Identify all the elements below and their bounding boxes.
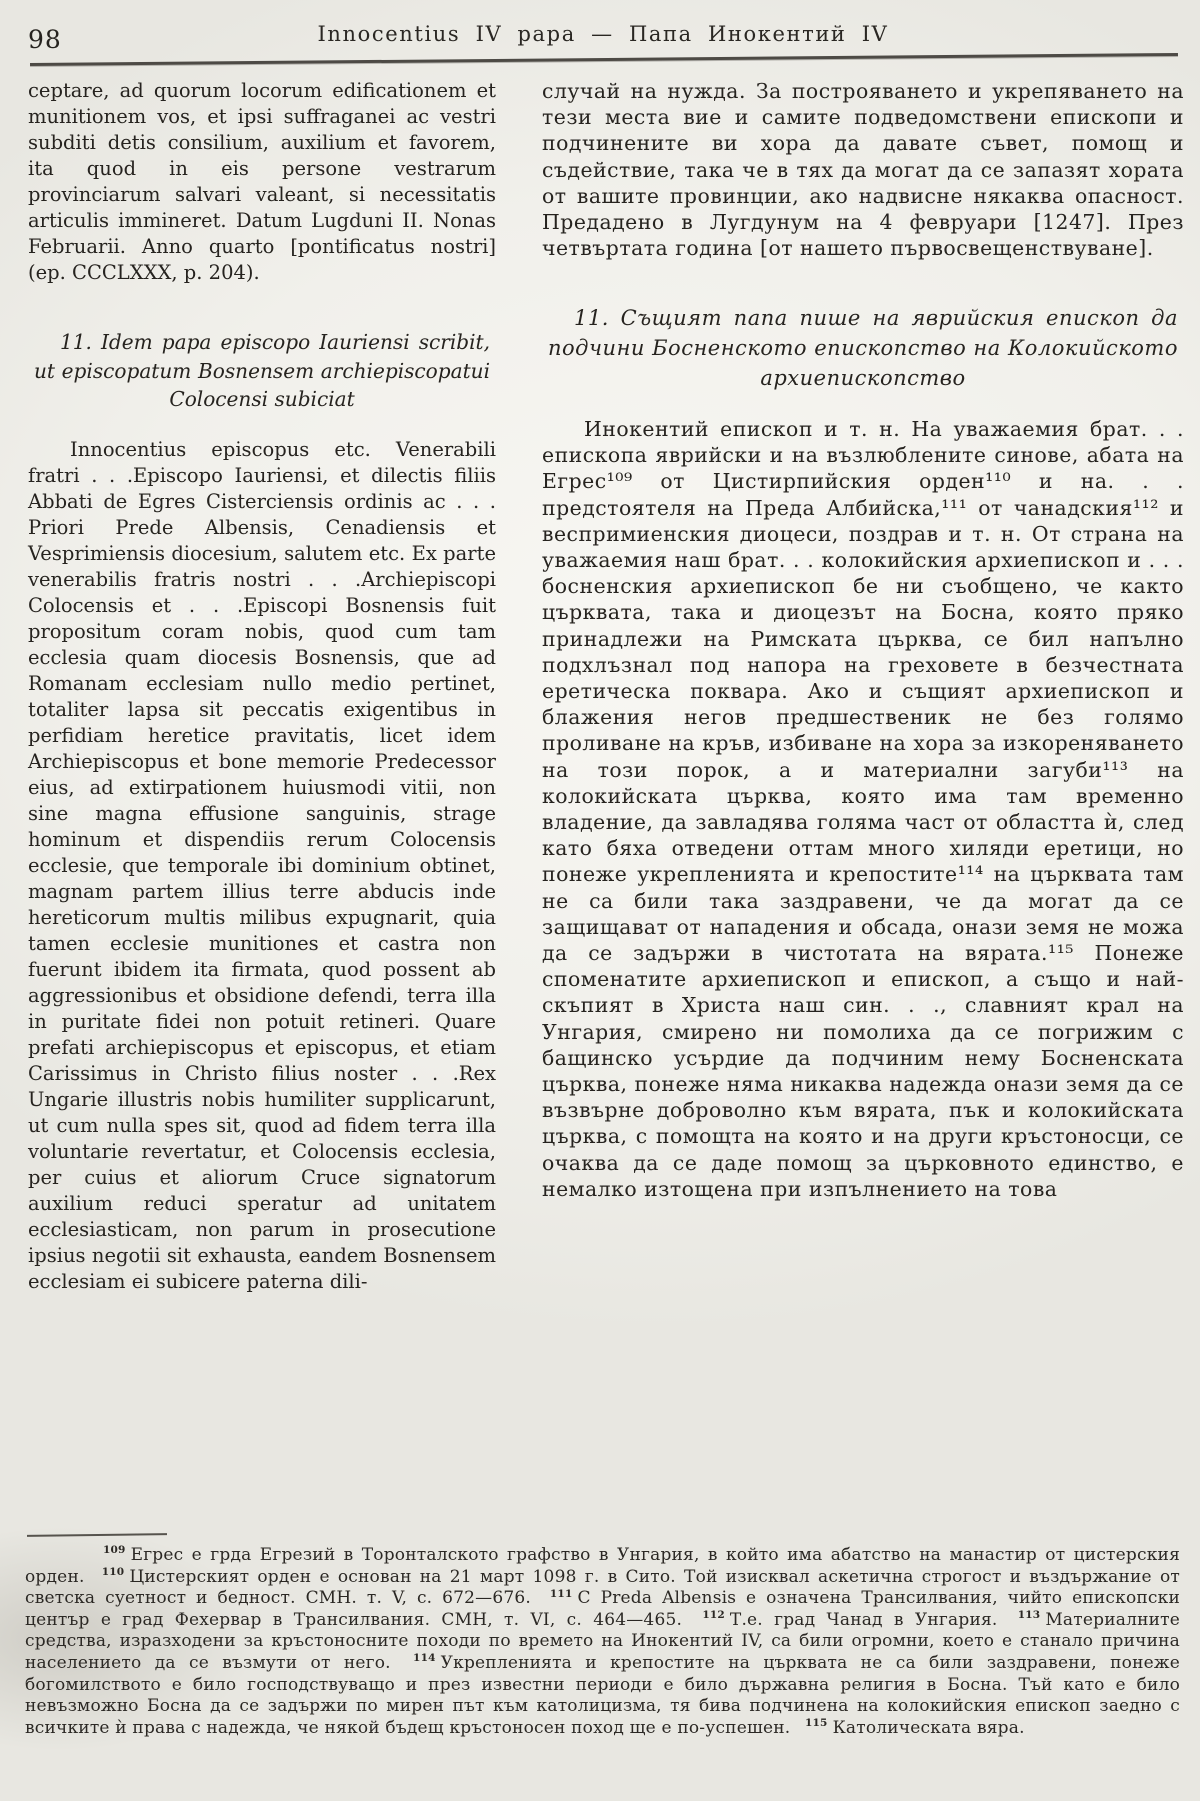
footnote-item: [796, 1718, 1025, 1738]
latin-column: [28, 78, 496, 1295]
footnote-marker: 114: [413, 1652, 436, 1665]
footnote-paragraph: [25, 1545, 1180, 1739]
footnotes-section: [25, 1534, 1180, 1739]
two-column-text-block: [28, 78, 1184, 1295]
latin-continuation-paragraph: ceptare, ad quorum locorum edificationem et munitionem vos, et ipsi suffraganei ac vestri subditi detis consilium, auxilium et favorem, ita quod in eis persone vestrarum provinciarum salvari valeant, si necessitatis articulis immineret. Datum Lugduni II. Nonas Februarii. Anno quarto [pontificatus nostri] (ep. CCCLXXX, p. 204).: [28, 79, 496, 284]
page-header: [28, 22, 1178, 56]
footnote-marker: 111: [549, 1587, 573, 1600]
footnote-item-text: С Preda Albensis е означена Трансилвания, чийто епископски център е град Фехервар в Трансилвания. СМН, т. VI, с. 464—465.: [25, 1588, 1180, 1630]
footnote-item-text: Католическата вяра.: [832, 1717, 1025, 1738]
footnote-marker: 110: [101, 1565, 125, 1578]
footnote-marker: 112: [702, 1609, 725, 1622]
running-title: Innocentius IV papa — Папа Инокентий IV: [317, 22, 889, 46]
footnote-marker: 113: [1017, 1609, 1041, 1622]
latin-section-heading: 11. Idem papa episcopo Iauriensi scribit, ut episcopatum Bosnensem archiepiscopatui Colocensi subiciat: [34, 330, 490, 411]
footnote-item-text: Т.е. град Чанад в Унгария.: [729, 1609, 998, 1630]
footnote-item: [693, 1610, 997, 1630]
footnote-item-text: Цистерският орден е основан на 21 март 1098 г. в Сито. Той изисквал аскетична строгост и въздържание от светска суетност и бедност. СМН. т. V, с. 672—676.: [25, 1566, 1180, 1609]
footnote-marker: 115: [804, 1717, 828, 1730]
footnote-item-text: Егрес е грда Егрезий в Торонталското графство в Унгария, в който има абатство на манастир от цистерския орден.: [25, 1545, 1180, 1587]
footnote-item-text: Материалните средства, изразходени за кръстоносните походи по времето на Инокентий IV, са били огромни, което е станало причина населението да се възмути от него.: [25, 1609, 1181, 1673]
bulgarian-section-heading: 11. Същият папа пише на яврийския епископ да подчини Босненското епископство на Колокийското архиепископство: [548, 305, 1178, 391]
bulgarian-body-paragraph: Инокентий епископ и т. н. На уважаемия брат. . . епископа яврийски и на възлюблените синове, абата на Егрес¹⁰⁹ от Цистирпийския орден¹¹⁰ и на. . . предстоятеля на Преда Албийска,¹¹¹ от чанадския¹¹² и веспримиенския диоцеси, поздрав и т. н. От страна на уважаемия наш брат. . . колокийския архиепископ и . . . босненския архиепископ бе ни съобщено, че както църквата, така и диоцезът на Босна, която пряко принадлежи на Римската църква, се бил напълно подхлъзнал под напора на греховете в безчестната еретическа поквара. Ако и същият архиепископ и блажения негов предшественик не без голямо проливане на кръв, избиване на хора за изкореняването на този порок, а и материални загуби¹¹³ на колокийската църква, която има там временно владение, да завладява голяма част от областта ѝ, след като бяха отведени оттам много хиляди еретици, но понеже укрепленията и крепостите¹¹⁴ на църквата там не са били така заздравени, че да могат да се защищават от нападения и обсада, онази земя не можа да се задържи в чистотата на вярата.¹¹⁵ Понеже споменатите архиепископ и епископ, а също и най-скъпият в Христа наш син. . ., славният крал на Унгария, смирено ни помолиха да се погрижим с бащинско усърдие да подчиним нему Босненската църква, понеже няма никаква надежда онази земя да се възвърне доброволно към вярата, пък и колокийската църква, с помощта на която и на други кръстоносци, се очаква да се даде помощ за църковното единство, е немалко изтощена при изпълнението на това: [542, 416, 1184, 1201]
footnote-marker: 109: [103, 1544, 126, 1557]
footnote-item-text: Укрепленията и крепостите на църквата не са били заздравени, понеже богомилството е било господствуващо и през известни периоди е било държавна религия в Босна. Тъй като е било невъзможно Босна да се задържи по мирен път към католицизма, тя бива подчинена на колокийския епископ заедно с всичките ѝ права с надежда, че някой бъдещ кръстоносен поход ще е по-успешен.: [25, 1652, 1180, 1738]
page-number: 98: [28, 25, 62, 54]
latin-body-paragraph: Innocentius episcopus etc. Venerabili fratri . . .Episcopo Iauriensi, et dilectis filiis Abbati de Egres Cisterciensis ordinis ac . . . Priori Prede Albensis, Cenadiensis et Vesprimiensis diocesium, salutem etc. Ex parte venerabilis fratris nostri . . .Archiepiscopi Colocensis et . . .Episcopi Bosnensis fuit propositum coram nobis, quod cum tam ecclesia quam diocesis Bosnensis, que ad Romanam ecclesiam nullo medio pertinet, totaliter lapsa sit peccatis exigentibus in perfidiam heretice pravitatis, licet idem Archiepiscopus et bone memorie Predecessor eius, ad extirpationem huiusmodi vitii, non sine magna effusione sanguinis, strage hominum et dispendiis rerum Colocensis ecclesie, que temporale ibi dominium obtinet, magnam partem illius terre abducis inde hereticorum multis milibus expugnarit, quia tamen ecclesie munitiones et castra non fuerunt ibidem ita firmata, quod possent ab aggressionibus et obsidione defendi, terra illa in puritate fidei non potuit retineri. Quare prefati archiepiscopus et episcopus, et etiam Carissimus in Christo filius noster . . .Rex Ungarie illustris nobis humiliter supplicarunt, ut cum nulla spes sit, quod ad fidem terra illa voluntarie revertatur, et Colocensis ecclesia, per cuius et aliorum Cruce signatorum auxilium reduci speratur ad unitatem ecclesiasticam, non parum in prosecutione ipsius negotii sit exhausta, eandem Bosnensem ecclesiam ei subicere paterna dili-: [28, 437, 496, 1293]
bulgarian-column: [542, 78, 1184, 1295]
bulgarian-continuation-paragraph: случай на нужда. За построяването и укрепяването на тези места вие и самите подведомствени епископи и подчинените ви хора да давате съвет, помощ и съдействие, така че в тях да могат да се запазят хората от вашите провинции, ако надвисне някаква опасност. Предадено в Лугдунум на 4 февруари [1247]. През четвъртата година [от нашето първосвещенствуване].: [542, 79, 1184, 261]
footnote-separator-rule: [27, 1533, 167, 1537]
